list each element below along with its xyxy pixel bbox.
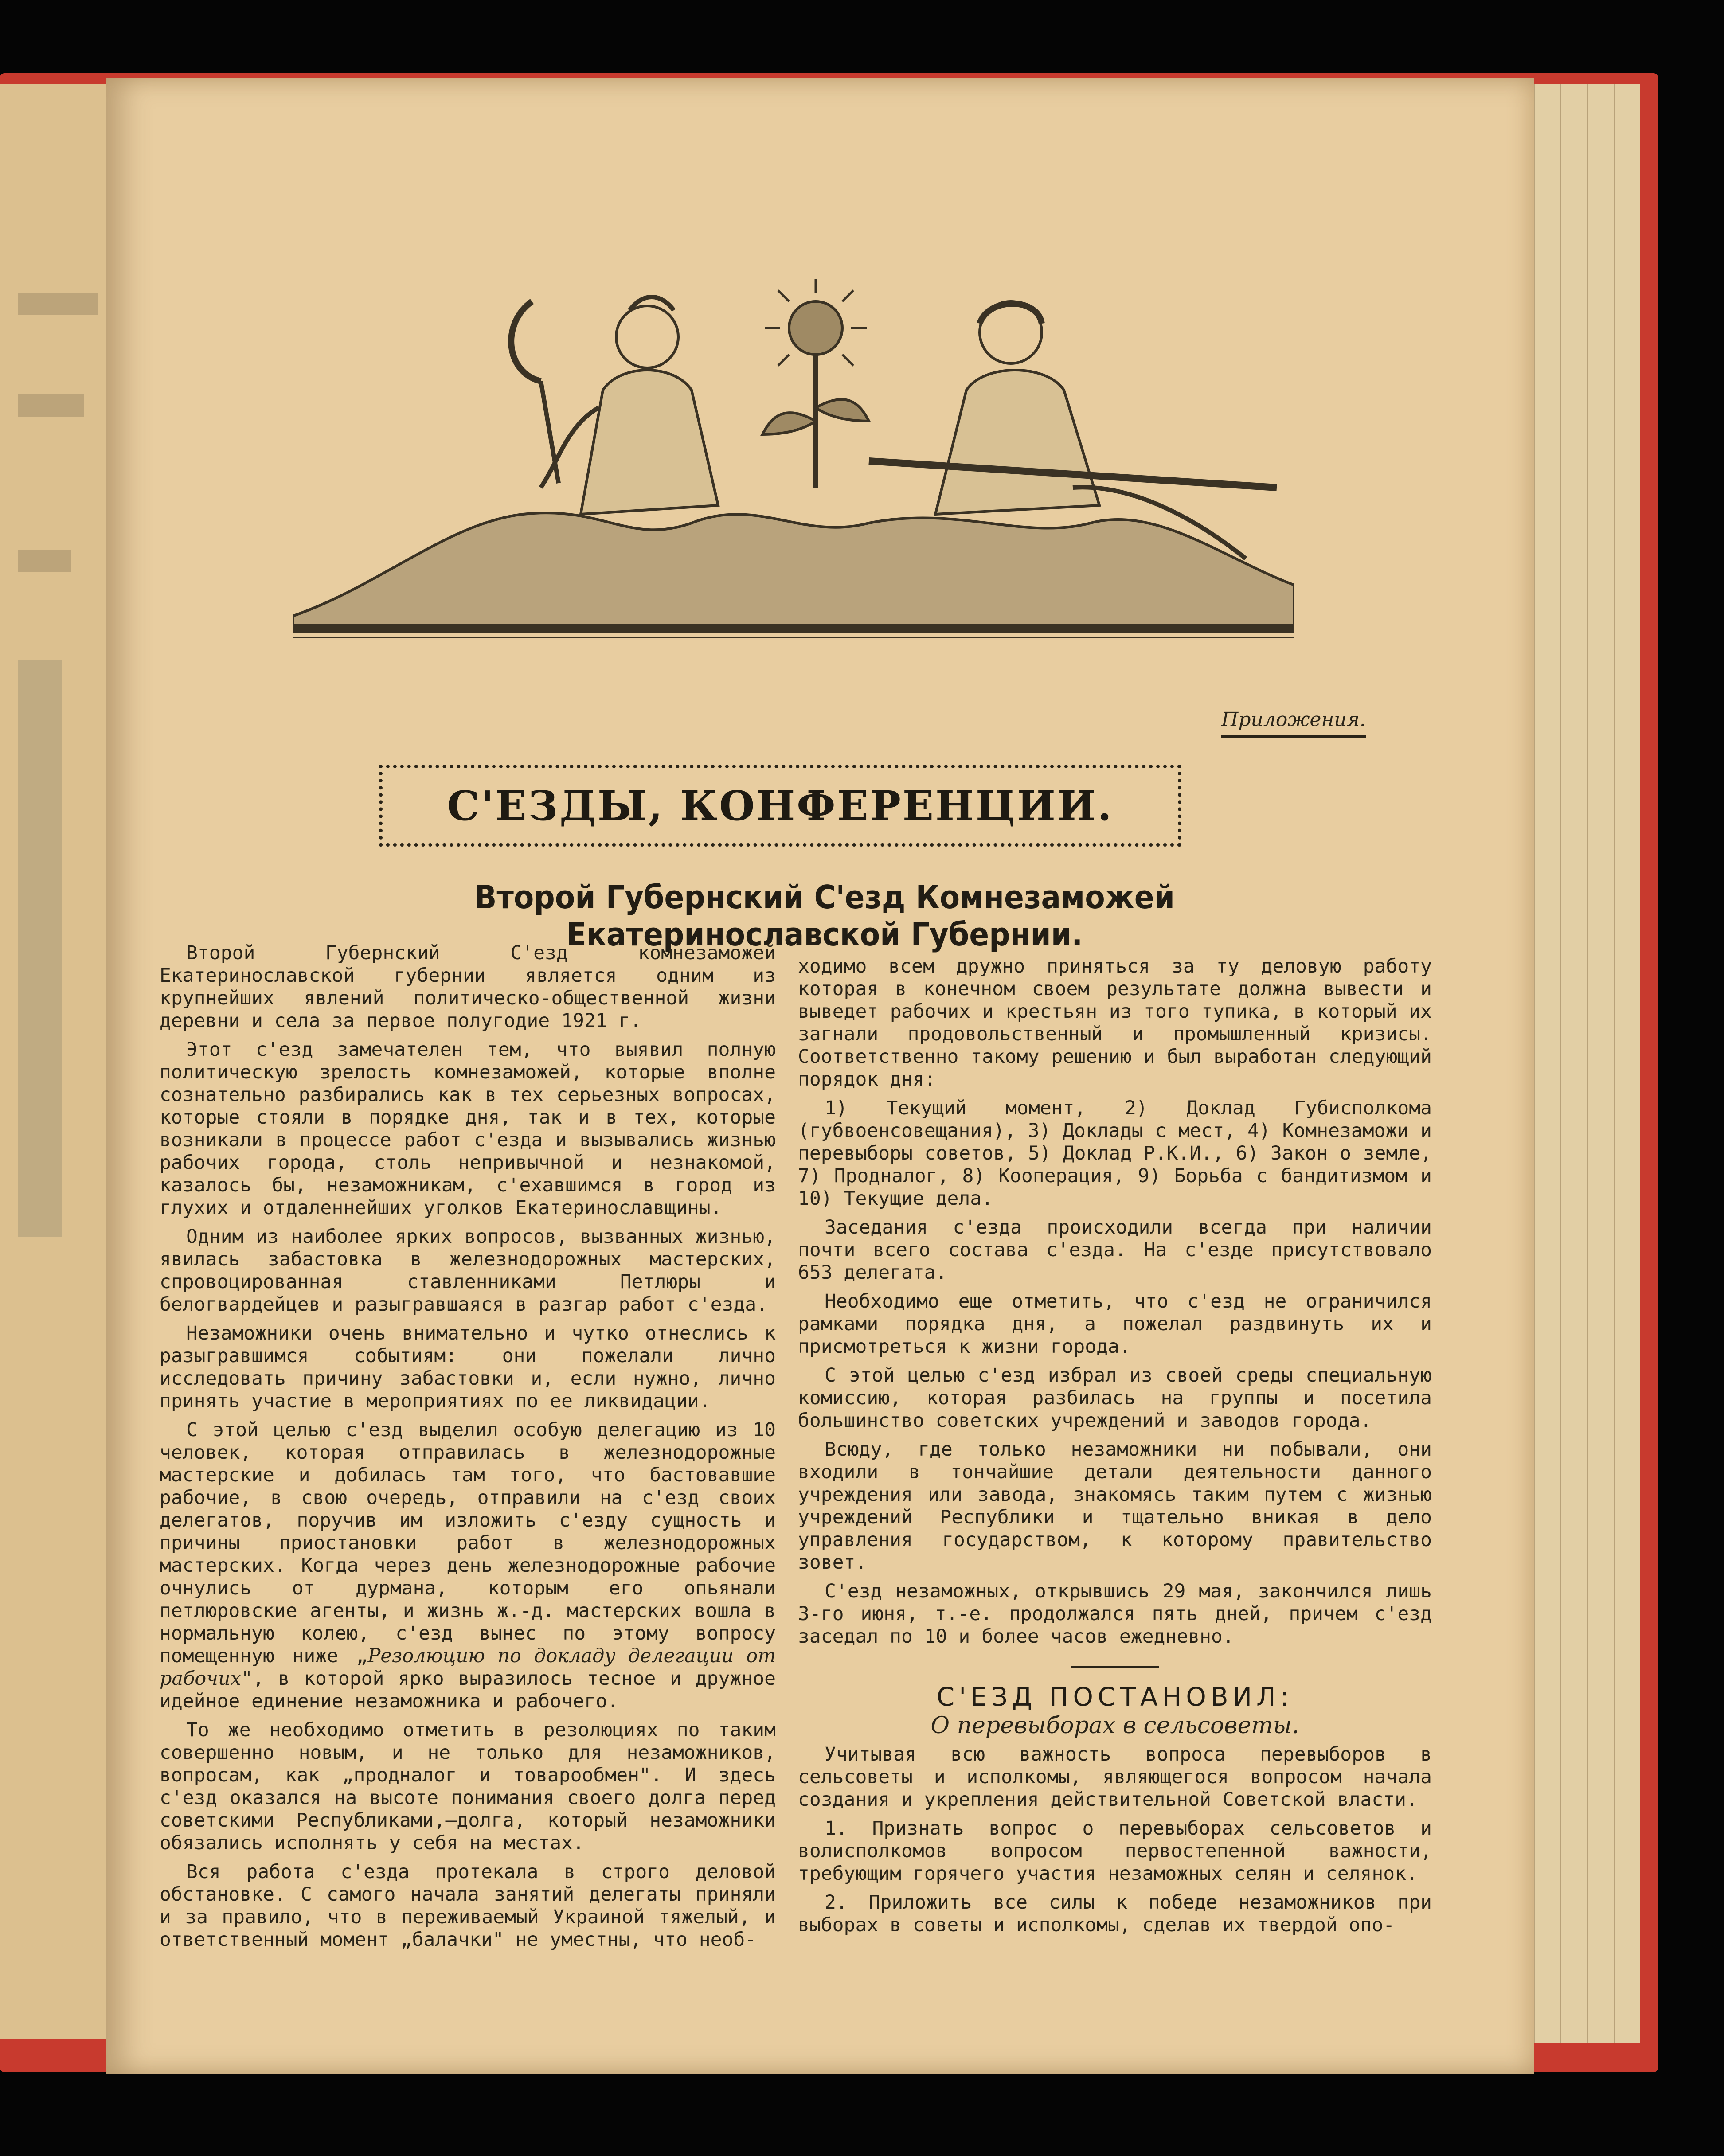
- paragraph: ходимо всем дружно приняться за ту деловую работу которая в конечном своем результате должна вывести и выведет рабочих и крестьян из того тупика, в который их загнали продовольственный и промышленный кризисы. Соответственно такому решению и был выработан следующий порядок дня:: [798, 955, 1432, 1090]
- paragraph: С'езд незаможных, открывшись 29 мая, закончился лишь 3-го июня, т.-е. продолжался пять дней, причем с'езд заседал по 10 и более часов ежедневно.: [798, 1580, 1432, 1648]
- bleed-through-mark: [18, 293, 98, 315]
- left-page-edge: [0, 84, 115, 2039]
- bleed-through-mark: [18, 660, 62, 1237]
- paragraph: 2. Приложить все силы к победе незаможников при выборах в советы и исполкомы, сделав их твердой опо-: [798, 1891, 1432, 1936]
- paragraph: 1. Признать вопрос о перевыборах сельсоветов и волисполкомов вопросом первостепенной важности, требующим горячего участия незаможных селян и селянок.: [798, 1817, 1432, 1885]
- bleed-through-mark: [18, 394, 84, 417]
- paragraph: Учитывая всю важность вопроса перевыборов в сельсоветы и исполкомы, являющегося вопросом начала создания и укрепления действительной Советской власти.: [798, 1743, 1432, 1811]
- paragraph: Заседания с'езда происходили всегда при наличии почти всего состава с'езда. На с'езде присутствовало 653 делегата.: [798, 1216, 1432, 1284]
- paragraph: Второй Губернский С'езд комнезаможей Екатеринославской губернии является одним из крупнейших явлений политическо-общественной жизни деревни и села за первое полугодие 1921 г.: [160, 942, 776, 1032]
- right-column: [798, 955, 1432, 1943]
- paragraph: Незаможники очень внимательно и чутко отнеслись к разыгравшимся событиям: они пожелали лично исследовать причину забастовки и, если нужно, лично принять участие в мероприятиях по ее ликвидации.: [160, 1322, 776, 1412]
- section-title-box: [379, 765, 1181, 847]
- paragraph: [160, 1419, 776, 1713]
- resolution-reference: Резолюцию по докладу делегации от рабочих: [160, 1645, 776, 1690]
- paragraph: С этой целью с'езд избрал из своей среды специальную комиссию, которая разбилась на группы и посетила большинство советских учреждений и заводов города.: [798, 1364, 1432, 1432]
- paragraph: Вся работа с'езда протекала в строго деловой обстановке. С самого начала занятий делегаты приняли и за правило, что в переживаемый Украиной тяжелый, и ответственный момент „балачки" не уместны, что необ-: [160, 1861, 776, 1951]
- paragraph: Необходимо еще отметить, что с'езд не ограничился рамками порядка дня, а пожелал раздвинуть их и присмотреться к жизни города.: [798, 1290, 1432, 1358]
- agenda-list: 1) Текущий момент, 2) Доклад Губисполкома (губвоенсовещания), 3) Доклады с мест, 4) Комнезаможи и перевыборы советов, 5) Доклад Р.К.И., 6) Закон о земле, 7) Продналог, 8) Кооперация, 9) Борьба с бандитизмом и 10) Текущие дела.: [798, 1097, 1432, 1210]
- article-title: Второй Губернский С'езд Комнезаможей Екатеринославской Губернии.: [474, 879, 1175, 953]
- decree-heading: С'ЕЗД ПОСТАНОВИЛ:: [936, 1682, 1294, 1712]
- text-run: ", в которой ярко выразилось тесное и дружное идейное единение незаможника и рабочего.: [160, 1668, 776, 1712]
- left-column: [160, 942, 776, 1957]
- decorative-vignette: [293, 275, 1294, 647]
- paragraph: То же необходимо отметить в резолюциях по таким совершенно новым, и не только для незаможников, вопросам, как „продналог и товарообмен". И здесь с'езд оказался на высоте понимания своего долга перед советскими Республиками,—долга, который незаможники обязались исполнять у себя на местах.: [160, 1719, 776, 1854]
- decree-topic: О перевыборах в сельсоветы.: [930, 1712, 1299, 1739]
- bleed-through-mark: [18, 550, 71, 572]
- divider: [1071, 1666, 1159, 1668]
- appendix-label: Приложения.: [1221, 708, 1366, 738]
- paragraph: Этот с'езд замечателен тем, что выявил полную политическую зрелость комнезаможей, которые вполне сознательно разбирались как в тех серьезных вопросах, которые стояли в порядке дня, так и в тех, которые возникали в процессе работ с'езда и вызывались жизнью рабочих города, столь непривычной и незнакомой, казалось бы, незаможникам, с'ехавшимся в город из глухих и отдаленнейших уголков Екатеринославщины.: [160, 1039, 776, 1219]
- paragraph: Всюду, где только незаможники ни побывали, они входили в тончайшие детали деятельности данного учреждения или завода, знакомясь таким путем с жизнью учреждений Республики и тщательно вникая в дело управления государством, к которому правительство зовет.: [798, 1438, 1432, 1574]
- section-title: С'ЕЗДЫ, КОНФЕРЕНЦИИ.: [447, 781, 1114, 830]
- text-run: С этой целью с'езд выделил особую делегацию из 10 человек, которая отправилась в железнодорожные мастерские и добилась там того, что бастовавшие рабочие, в свою очередь, отправили на с'езд своих делегатов, поручив им изложить с'езду сущность и причины приостановки работ в железнодорожных мастерских. Когда через день железнодорожные рабочие очнулись от дурмана, которым его опьянали петлюровские агенты, и жизнь ж.-д. мастерских вошла в нормальную колею, с'езд вынес по этому вопросу помещенную ниже „: [160, 1419, 776, 1667]
- paragraph: Одним из наиболее ярких вопросов, вызванных жизнью, явилась забастовка в железнодорожных мастерских, спровоцированная ставленниками Петлюры и белогвардейцев и разыгравшаяся в разгар работ с'езда.: [160, 1226, 776, 1316]
